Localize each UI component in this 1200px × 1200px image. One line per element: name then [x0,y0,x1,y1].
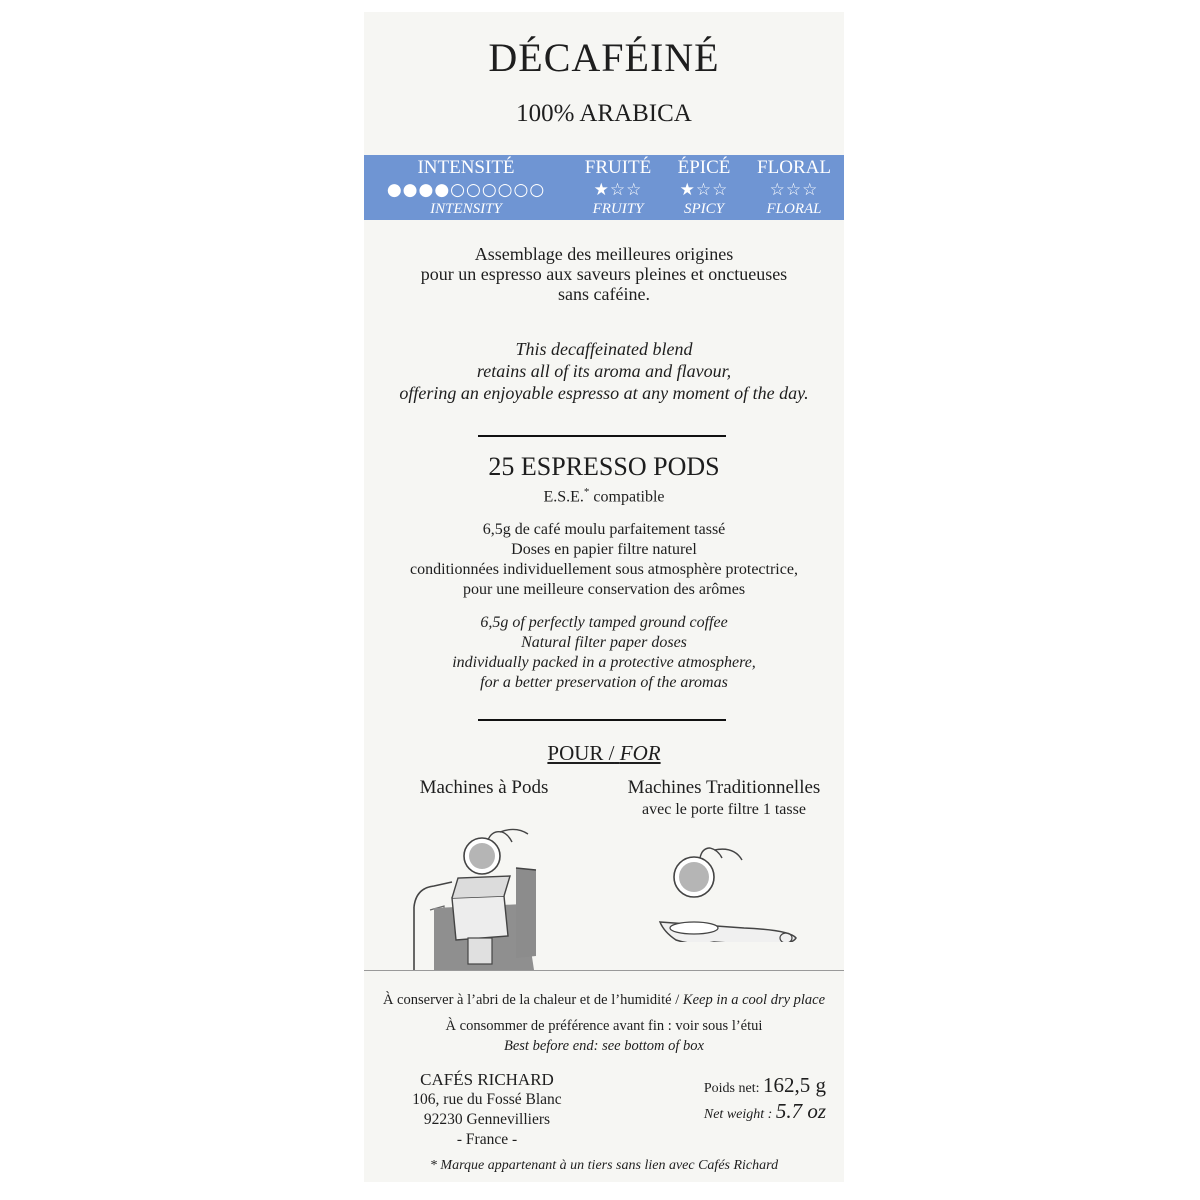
ese-compatible [364,486,844,506]
spec-en-line: for a better preservation of the aromas [480,674,728,691]
company-country: - France - [456,1131,518,1148]
fruity-label: FRUITÉ [584,157,652,178]
floral-column [744,155,844,220]
spec-en-line: Natural filter paper doses [521,634,687,651]
spec-en-line: individually packed in a protective atmosphere, [452,654,756,671]
company-street: 106, rue du Fossé Blanc [412,1091,562,1108]
taste-profile-band [364,155,844,220]
pods-spec-fr [364,520,844,600]
description-fr [364,244,844,304]
floral-stars: ☆☆☆ [769,180,819,200]
description-fr-line: sans caféine. [558,284,650,304]
fruity-column [576,155,660,220]
pour-heading [364,741,844,766]
product-title: DÉCAFÉINÉ [488,35,720,80]
description-en-line: retains all of its aroma and flavour, [476,361,732,381]
machine-pods-heading: Machines à Pods [419,777,549,798]
best-before [364,1016,844,1056]
spicy-label-en: SPICY [683,201,724,217]
description-fr-line: pour un espresso aux saveurs pleines et onctueuses [420,264,788,284]
ese-asterisk: * [583,486,590,498]
storage-fr: À conserver à l’abri de la chaleur et de l’humidité / [382,992,680,1008]
description-en [364,338,844,404]
intensity-label: INTENSITÉ [417,157,515,178]
pour-label: POUR / [547,741,615,765]
net-weight-fr [654,1074,826,1100]
divider [478,719,726,721]
net-weight-fr-value: 162,5 g [763,1073,826,1097]
floral-label: FLORAL [757,157,831,178]
net-weight [654,1074,826,1126]
trademark-footnote: * Marque appartenant à un tiers sans lien avec Cafés Richard [429,1158,779,1173]
net-weight-fr-label: Poids net: [703,1081,760,1096]
for-label: FOR [619,741,661,765]
ese-label: E.S.E. [543,488,584,506]
pods-spec-en [364,613,844,693]
description-en-line: offering an enjoyable espresso at any moment of the day. [399,383,809,403]
best-before-fr: À consommer de préférence avant fin : voir sous l’étui [445,1018,763,1034]
package-panel [364,12,844,1182]
floral-label-en: FLORAL [766,201,822,217]
description-en-line: This decaffeinated blend [515,339,693,359]
intensity-dots: ●●●●○○○○○○ [386,180,546,200]
compatible-label: compatible [593,488,665,506]
spec-fr-line: 6,5g de café moulu parfaitement tassé [482,521,726,538]
section-divider [364,970,844,971]
intensity-column [368,155,564,220]
pods-title: 25 ESPRESSO PODS [488,452,720,481]
company-name: CAFÉS RICHARD [420,1070,554,1089]
net-weight-en-label: Net weight : [703,1107,773,1122]
spec-fr-line: Doses en papier filtre naturel [511,541,697,558]
fruity-stars: ★☆☆ [593,180,643,200]
machine-traditional-subtitle: avec le porte filtre 1 tasse [642,801,806,818]
company-city: 92230 Gennevilliers [423,1111,551,1128]
portafilter-illustration [654,832,804,942]
pod-machine-illustration [404,812,584,970]
storage-instruction [364,992,844,1009]
machine-traditional-heading: Machines Traditionnelles [627,777,821,798]
divider [478,435,726,437]
spec-fr-line: pour une meilleure conservation des arômes [462,581,746,598]
description-fr-line: Assemblage des meilleures origines [474,244,734,264]
spicy-label: ÉPICÉ [677,157,731,178]
best-before-en: Best before end: see bottom of box [504,1038,704,1054]
spicy-column [664,155,744,220]
spicy-stars: ★☆☆ [679,180,729,200]
net-weight-en-value: 5.7 oz [775,1099,826,1123]
net-weight-en [654,1100,826,1126]
storage-en: Keep in a cool dry place [682,992,826,1008]
intensity-label-en: INTENSITY [430,201,502,217]
company-address [392,1070,582,1150]
spec-fr-line: conditionnées individuellement sous atmosphère protectrice, [410,561,798,578]
fruity-label-en: FRUITY [592,201,644,217]
product-subtitle: 100% ARABICA [516,100,692,127]
spec-en-line: 6,5g of perfectly tamped ground coffee [480,614,728,631]
